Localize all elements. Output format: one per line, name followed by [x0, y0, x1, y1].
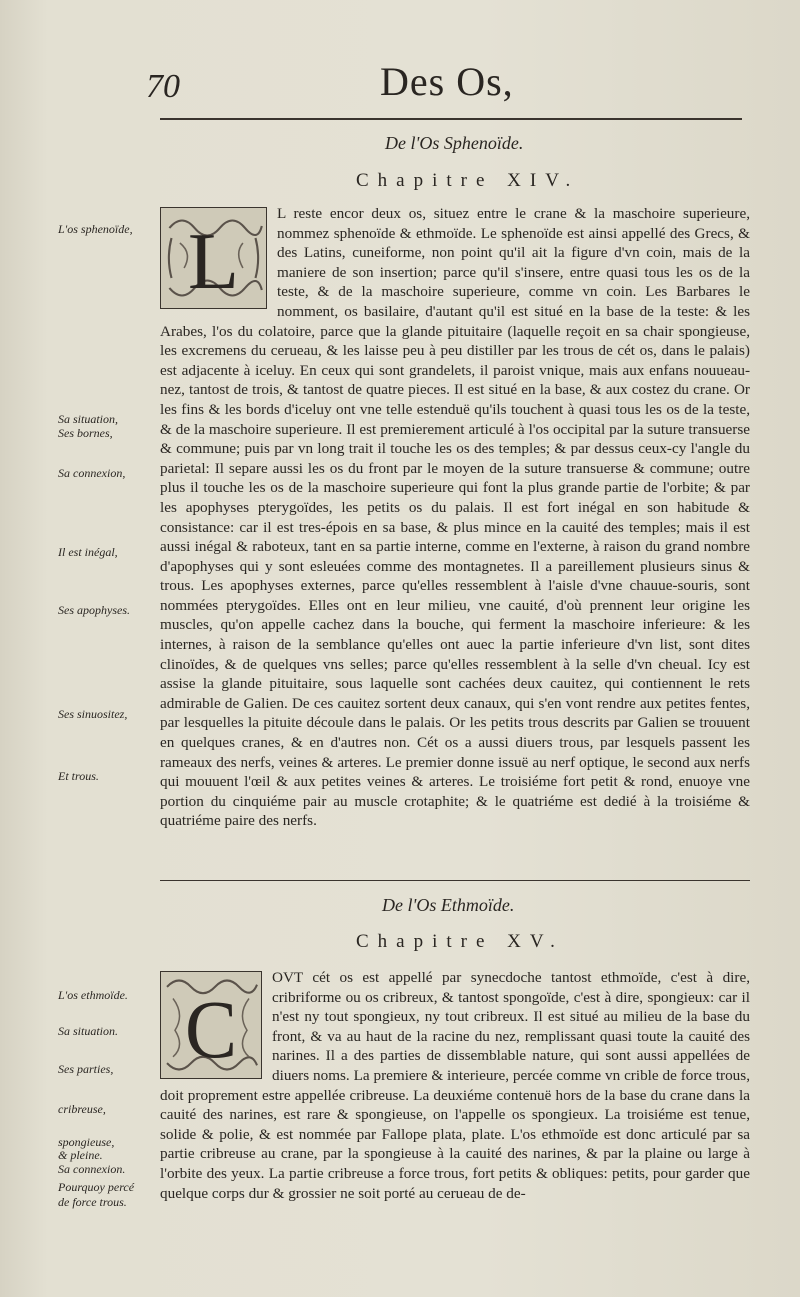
chapter-xv-body	[160, 968, 750, 1203]
margin-note: Sa situation.	[58, 1024, 119, 1038]
chapter-xiv-body	[160, 204, 750, 831]
margin-note: de force trous.	[58, 1195, 127, 1209]
section-title-ethmoide: De l'Os Ethmoïde.	[382, 895, 515, 915]
margin-note: Sa connexion,	[58, 466, 126, 480]
chapter-heading-xiv: Chapitre XIV.	[356, 170, 580, 191]
margin-note: Il est inégal,	[58, 545, 118, 559]
margin-note: cribreuse,	[58, 1102, 106, 1116]
section-title-sphenoide: De l'Os Sphenoïde.	[385, 133, 524, 153]
margin-note: Et trous.	[58, 769, 99, 783]
margin-note: & pleine.	[58, 1148, 103, 1162]
section-separator	[160, 880, 750, 881]
running-title: Des Os,	[380, 59, 514, 104]
margin-note: spongieuse,	[58, 1135, 115, 1149]
svg-text:L: L	[187, 216, 240, 306]
header-rule	[160, 118, 742, 120]
chapter-xv-text: OVT cét os est appellé par synecdoche tantost ethmoïde, c'est à dire, cribriforme ou os cribreux, & tantost spongoïde, c'est à dire, spongieux: car il n'est ny tout spongieux, ny tout cribreux. Il est situé au milieu de la base du front, & va au haut de la racine du nez, remplissant quasi toute la cauité des narines. Il a des parties de dissemblable nature, qui sont aussi appellées de diuers noms. La premiere & interieure, percée comme vn crible de force trous, doit proprement estre appellée cribreuse. La deuxiéme contenuë hors de la base du crane dans la cauité des narines, est rare & spongieuse, on l'appelle os spongieux. La troisiéme est tenue, solide & polie, & est nommée par Fallope plata, plate. L'os ethmoïde est donc articulé par sa partie cribreuse au crane, par la spongieuse à la cauité des narines, & par la plaine ou large à l'orbite des yeux. La partie cribreuse a force trous, fort petits & obliques: petits, pour garder que quelque corps dur & grossier ne soit porté au cerueau de de-	[160, 969, 750, 1202]
margin-note: Sa situation,	[58, 412, 119, 426]
ornamental-initial-c	[160, 971, 262, 1079]
chapter-heading-xv: Chapitre XV.	[356, 931, 564, 952]
margin-note: L'os ethmoïde.	[58, 988, 128, 1002]
svg-text:C: C	[184, 983, 238, 1076]
chapter-xiv-text: L reste encor deux os, situez entre le crane & la maschoire superieure, nommez sphenoïde & ethmoïde. Le sphenoïde est ainsi appellé des Grecs, & des Latins, cuneiforme, non point qu'il ait la figure d'vn coin, mais de la maniere de son insertion; parce qu'il s'insere, entre quasi tous les os de la teste, & de la maschoire superieure, comme vn coin. Les Barbares le nomment, os basilaire, d'autant qu'il est situé en la base de la teste: & les Arabes, l'os du colatoire, parce que la glande pituitaire (laquelle reçoit en sa chair spongieuse, les excremens du cerueau, & les laisse peu à peu distiller par les trous de cét os, dans le palais) est adjacente à iceluy. En ceux qui sont grandelets, il paroist vnique, mais aux enfans nouueau-nez, tantost de trois, & tantost de quatre pieces. Il est situé en la base, & aux costez du crane. Or les fins & les bords d'iceluy ont vne telle estenduë qu'ils touchent à quasi tous les os de la teste, & de la maschoire superieure. Il est premierement articulé à l'os occipital par la suture transuerse & commune; puis par vn long trait il touche les os des temples; & par dessus ceux-cy l'angle du parietal: Il separe aussi les os du front par le moyen de la suture transuerse & commune; outre plus il touche les os de la maschoire superieure qui font la plus grande partie de l'orbite; & par les apophyses pterygoïdes, les petits os du palais. Il est fort inégal en son habitude & consistance: car il est tres-épois en sa base, & plus mince en la cauité des temples; mais il est aussi inégal & raboteux, tant en sa partie interne, comme en l'externe, à raison du grand nombre d'apophyses qui y sont esleuées comme des montagnetes. Il a pareillement plusieurs sinus & trous. Les apophyses externes, parce qu'elles ressemblent à l'aisle d'vne chauue-souris, sont nommées pterygoïdes. Elles ont en leur milieu, vne cauité, d'où prennent leur origine les muscles, qu'on appelle cachez dans la bouche, qui ferment la maschoire inferieure: & les internes, à raison de la semblance qu'elles ont auec la partie inferieure d'vn list, sont dites clinoïdes, & de quelques vns selles; parce qu'elles ressemblent à la selle d'vn cheual. Icy est assise la glande pituitaire, sous laquelle sont cachées deux cauitez, qui contiennent le rets admirable de Galien. De ces cauitez sortent deux canaux, qui s'en vont rendre aux petites fentes, par lesquelles la pituite découle dans le palais. Or les petits trous descrits par Galien se trouuent en quelques cranes, & en d'autres non. Cét os a aussi diuers trous, par lesquels passent les rameaux des nerfs, veines & arteres. Le premier donne issuë au nerf optique, le second aux nerfs qui mouuent l'œil & aux petites veines & arteres. Le troisiéme fort petit & rond, enuoye vne portion du cinquiéme pair au muscle crotaphite; & le quatriéme est dedié à la troisiéme & quatriéme paire des nerfs.	[160, 205, 750, 830]
margin-note: Ses apophyses.	[58, 603, 130, 617]
margin-note: L'os sphenoïde,	[58, 222, 133, 236]
margin-note: Ses parties,	[58, 1062, 114, 1076]
ornamental-initial-l	[160, 207, 267, 309]
margin-note: Sa connexion.	[58, 1162, 126, 1176]
margin-note: Pourquoy percé	[58, 1180, 135, 1194]
margin-note: Ses sinuositez,	[58, 707, 128, 721]
page-number: 70	[146, 68, 180, 105]
margin-note: Ses bornes,	[58, 426, 113, 440]
